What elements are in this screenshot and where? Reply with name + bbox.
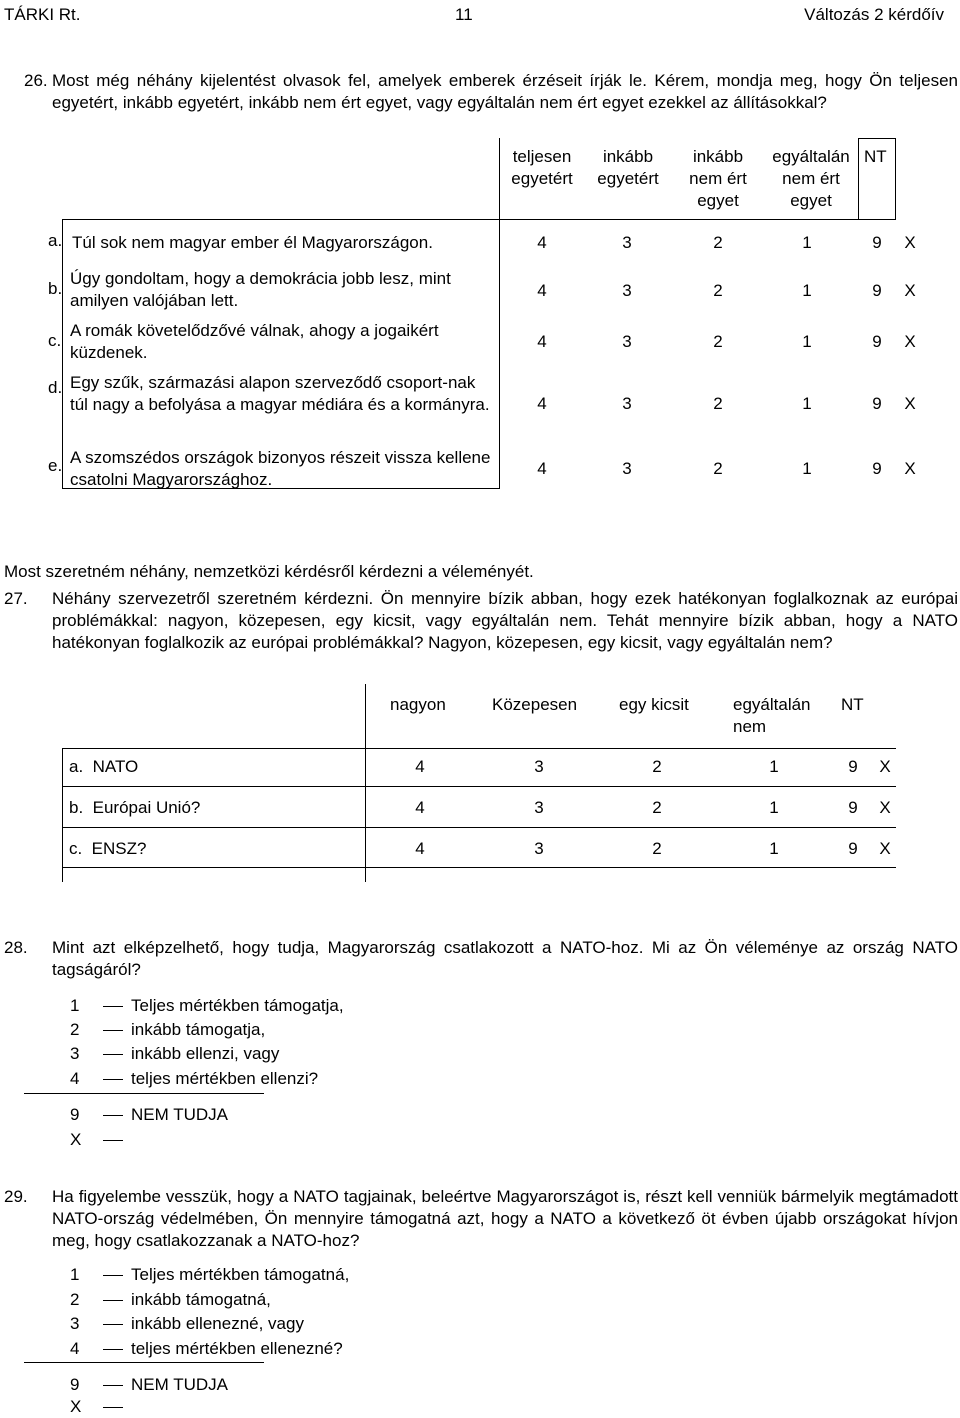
- code[interactable]: 1: [802, 394, 812, 413]
- code[interactable]: 2: [652, 798, 662, 817]
- header-right: Változás 2 kérdőív: [804, 5, 944, 24]
- q26-col-nt: NT: [864, 147, 887, 166]
- dash: [103, 1385, 123, 1386]
- option-text: Teljes mértékben támogatja,: [131, 996, 344, 1015]
- q26-text: Most még néhány kijelentést olvasok fel, amelyek emberek érzéseit írják le. Kérem, mondja meg, hogy Ön teljesen egyetért, inkább egyetért, inkább nem ért egyet, vagy egyáltalán nem ért egyet ezekkel az állításokkal?: [52, 71, 958, 112]
- option-text: NEM TUDJA: [131, 1105, 228, 1124]
- code[interactable]: 2: [652, 839, 662, 858]
- code[interactable]: X: [904, 332, 916, 351]
- code[interactable]: 3: [622, 233, 632, 252]
- q26-item-text: Túl sok nem magyar ember él Magyarországon.: [72, 233, 433, 252]
- q26-item-text: Úgy gondoltam, hogy a demokrácia jobb lesz, mint amilyen valójában lett.: [70, 269, 451, 310]
- code[interactable]: 2: [713, 394, 723, 413]
- option-code: 9: [70, 1375, 80, 1394]
- code[interactable]: 1: [802, 281, 812, 300]
- option-code: 4: [70, 1069, 80, 1088]
- option-text: inkább támogatja,: [131, 1020, 266, 1039]
- code[interactable]: 9: [872, 459, 882, 478]
- q27-col-3: egy kicsit: [619, 695, 689, 714]
- q26-col-3: inkább nem ért egyet: [689, 147, 747, 210]
- code[interactable]: 3: [622, 332, 632, 351]
- q26-col-1: teljesen egyetért: [511, 147, 573, 188]
- option-code: 2: [70, 1020, 80, 1039]
- option-code: 1: [70, 1265, 80, 1284]
- dash: [103, 1006, 123, 1007]
- code[interactable]: 4: [537, 394, 547, 413]
- q27-item-label: b. Európai Unió?: [69, 798, 201, 817]
- q26-col-4: egyáltalán nem ért egyet: [772, 147, 850, 210]
- section-intro: Most szeretném néhány, nemzetközi kérdésről kérdezni a véleményét.: [4, 562, 534, 581]
- code[interactable]: 9: [848, 839, 858, 858]
- code[interactable]: 2: [713, 281, 723, 300]
- page-number: 11: [455, 5, 473, 24]
- q26-item-text: A szomszédos országok bizonyos részeit vissza kellene csatolni Magyarországhoz.: [70, 448, 491, 489]
- code[interactable]: X: [879, 757, 891, 776]
- q29-number: 29.: [4, 1187, 28, 1206]
- q27-col-2: Közepesen: [492, 695, 578, 714]
- option-code: 4: [70, 1339, 80, 1358]
- code[interactable]: 1: [802, 332, 812, 351]
- code[interactable]: 9: [872, 233, 882, 252]
- q26-item-letter: b.: [48, 279, 63, 298]
- option-text: inkább támogatná,: [131, 1290, 271, 1309]
- q26-number: 26.: [24, 71, 48, 90]
- code[interactable]: 3: [622, 394, 632, 413]
- code[interactable]: 9: [872, 332, 882, 351]
- option-code: X: [70, 1130, 82, 1149]
- dash: [103, 1349, 123, 1350]
- q27-col-1: nagyon: [390, 695, 446, 714]
- dash: [103, 1115, 123, 1116]
- code[interactable]: 3: [622, 459, 632, 478]
- q26-item-letter: e.: [48, 456, 63, 475]
- code[interactable]: 3: [534, 757, 544, 776]
- code[interactable]: 1: [802, 233, 812, 252]
- option-text: inkább ellenezné, vagy: [131, 1314, 304, 1333]
- code[interactable]: 3: [534, 839, 544, 858]
- option-text: teljes mértékben ellenezné?: [131, 1339, 343, 1358]
- q26-item-text: Egy szűk, származási alapon szerveződő csoport-nak túl nagy a befolyása a magyar médiára és a kormányra.: [70, 373, 490, 414]
- code[interactable]: 9: [872, 281, 882, 300]
- q29-text: Ha figyelembe vesszük, hogy a NATO tagjainak, beleértve Magyarországot is, részt kell venniük bármelyik megtámadott NATO-ország védelmében, Ön mennyire támogatná azt, hogy a NATO a következő öt évben újabb országokat hívjon meg, hogy csatlakozzanak a NATO-hoz?: [52, 1187, 958, 1250]
- code[interactable]: 3: [534, 798, 544, 817]
- code[interactable]: X: [879, 839, 891, 858]
- code[interactable]: 4: [537, 332, 547, 351]
- dash: [103, 1079, 123, 1080]
- q26-item-letter: a.: [48, 231, 63, 250]
- code[interactable]: 4: [415, 757, 425, 776]
- code[interactable]: 1: [802, 459, 812, 478]
- option-text: inkább ellenzi, vagy: [131, 1044, 280, 1063]
- q26-col-2: inkább egyetért: [597, 147, 659, 188]
- code[interactable]: 1: [769, 798, 779, 817]
- q27-item-label: c. ENSZ?: [69, 839, 147, 858]
- option-text: NEM TUDJA: [131, 1375, 228, 1394]
- q26-item-text: A romák követelődzővé válnak, ahogy a jogaikért küzdenek.: [70, 321, 439, 362]
- code[interactable]: 4: [415, 798, 425, 817]
- option-code: 3: [70, 1044, 80, 1063]
- q28-number: 28.: [4, 938, 28, 957]
- q27-number: 27.: [4, 589, 28, 608]
- option-code: 1: [70, 996, 80, 1015]
- dash: [103, 1140, 123, 1141]
- code[interactable]: 9: [848, 757, 858, 776]
- q28-text: Mint azt elképzelhető, hogy tudja, Magyarország csatlakozott a NATO-hoz. Mi az Ön véleménye az ország NATO tagságáról?: [52, 938, 958, 979]
- dash: [103, 1030, 123, 1031]
- dash: [103, 1275, 123, 1276]
- code[interactable]: 2: [713, 332, 723, 351]
- header-left: TÁRKI Rt.: [4, 5, 81, 24]
- option-code: X: [70, 1397, 82, 1416]
- dash: [103, 1324, 123, 1325]
- dash: [103, 1407, 123, 1408]
- code[interactable]: 4: [537, 281, 547, 300]
- separator: [24, 1362, 264, 1363]
- code[interactable]: 4: [415, 839, 425, 858]
- code[interactable]: 4: [537, 233, 547, 252]
- code[interactable]: 2: [652, 757, 662, 776]
- q27-text: Néhány szervezetről szeretném kérdezni. Ön mennyire bízik abban, hogy ezek hatékonyan foglalkoznak az európai problémákkal: nagyon, közepesen, egy kicsit, vagy egyáltalán nem. Tehát mennyire bízik abban, hogy a NATO hatékonyan foglalkozik az európai problémákkal? Nagyon, közepesen, egy kicsit, vagy egyáltalán nem?: [52, 589, 958, 652]
- q27-col-nt: NT: [841, 695, 864, 714]
- code[interactable]: X: [879, 798, 891, 817]
- dash: [103, 1300, 123, 1301]
- code[interactable]: 4: [537, 459, 547, 478]
- code[interactable]: X: [904, 459, 916, 478]
- q26-item-letter: c.: [48, 331, 62, 350]
- dash: [103, 1054, 123, 1055]
- code[interactable]: X: [904, 233, 916, 252]
- option-code: 2: [70, 1290, 80, 1309]
- q27-col-4: egyáltalán nem: [733, 695, 811, 736]
- code[interactable]: 1: [769, 839, 779, 858]
- code[interactable]: 1: [769, 757, 779, 776]
- code[interactable]: 3: [622, 281, 632, 300]
- code[interactable]: 9: [848, 798, 858, 817]
- option-code: 9: [70, 1105, 80, 1124]
- option-code: 3: [70, 1314, 80, 1333]
- option-text: Teljes mértékben támogatná,: [131, 1265, 350, 1284]
- option-text: teljes mértékben ellenzi?: [131, 1069, 319, 1088]
- code[interactable]: 2: [713, 459, 723, 478]
- q27-item-label: a. NATO: [69, 757, 139, 776]
- code[interactable]: X: [904, 281, 916, 300]
- code[interactable]: X: [904, 394, 916, 413]
- code[interactable]: 2: [713, 233, 723, 252]
- separator: [24, 1093, 264, 1094]
- q26-item-letter: d.: [48, 378, 63, 397]
- code[interactable]: 9: [872, 394, 882, 413]
